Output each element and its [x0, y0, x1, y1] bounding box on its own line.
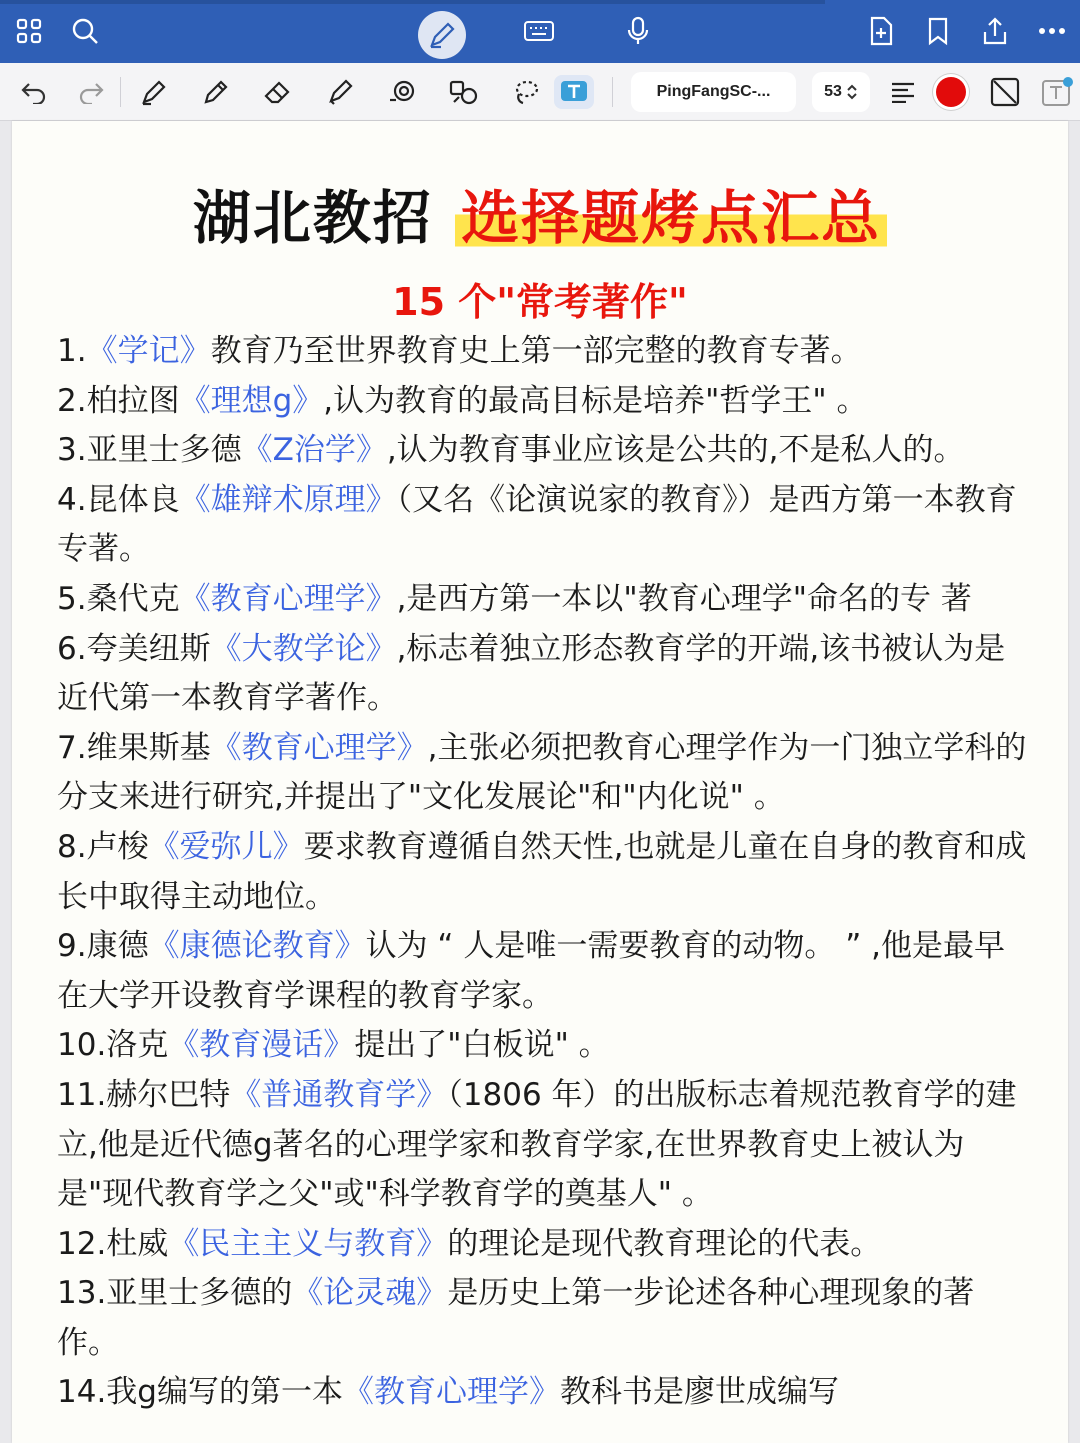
text-color-swatch[interactable]	[936, 77, 966, 107]
item-text: 教科书是廖世成编写	[559, 1374, 839, 1411]
book-title: 《爱弥儿》	[148, 828, 304, 865]
item-text: 提出了"白板说" 。	[354, 1027, 610, 1064]
text-tool-button[interactable]	[554, 75, 594, 109]
list-item	[57, 327, 1032, 377]
item-text: ,是西方第一本以"教育心理学"命名的专 著	[396, 580, 972, 617]
book-title: 《论灵魂》	[292, 1275, 448, 1312]
item-prefix: 8.卢梭	[57, 828, 149, 865]
font-size-select[interactable]	[812, 72, 870, 112]
list-item	[57, 823, 1032, 922]
list-item	[57, 1269, 1032, 1368]
book-title: 《大教学论》	[210, 630, 397, 667]
stepper-icon	[846, 83, 858, 101]
list-item	[57, 1021, 1032, 1071]
item-prefix: 4.昆体良	[57, 481, 180, 518]
item-text: ,标志着独立形态教育学的开端,该书被认为是近代第一本教育学著作。	[57, 630, 1006, 717]
undo-icon[interactable]	[17, 75, 51, 109]
title-main: 湖北教招	[192, 184, 433, 252]
list-item	[57, 575, 1032, 625]
item-prefix: 13.亚里士多德的	[57, 1275, 293, 1312]
item-prefix: 12.杜威	[57, 1225, 169, 1262]
item-text: 是历史上第一步论述各种心理现象的著作。	[57, 1275, 975, 1361]
page-subtitle: 15 个"常考著作"	[392, 280, 688, 324]
toolbar-divider	[120, 77, 121, 107]
item-prefix: 1.	[57, 333, 87, 369]
item-text: 认为 “ 人是唯一需要教育的动物。 ” ,他是最早在大学开设教育学课程的教育学家。	[57, 928, 1005, 1014]
item-text: ,主张必须把教育心理学作为一门独立学科的分支来进行研究,并提出了"文化发展论"和"内化说" 。	[57, 729, 1027, 816]
list-item	[57, 377, 1032, 427]
item-prefix: 3.亚里士多德	[57, 432, 242, 469]
page-title	[12, 171, 1068, 255]
book-title: 《教育心理学》	[179, 580, 397, 617]
pen-tool-icon[interactable]	[137, 75, 171, 109]
item-prefix: 5.桑代克	[57, 580, 180, 617]
list-item	[57, 922, 1032, 1021]
book-list	[57, 327, 1032, 1418]
item-prefix: 14.我g编写的第一本	[57, 1374, 343, 1411]
book-title: 《康德论教育》	[148, 928, 366, 965]
redo-icon[interactable]	[74, 75, 108, 109]
book-title: 《民主主义与教育》	[168, 1225, 448, 1262]
microphone-icon[interactable]	[621, 14, 655, 48]
item-text: ,认为教育事业应该是公共的,不是私人的。	[386, 432, 965, 469]
item-prefix: 9.康德	[57, 928, 149, 965]
list-item	[57, 1368, 1032, 1418]
list-item	[57, 1071, 1032, 1220]
share-icon[interactable]	[978, 14, 1012, 48]
list-item	[57, 1220, 1032, 1270]
item-text: 教育乃至世界教育史上第一部完整的教育专著。	[210, 333, 862, 369]
list-item	[57, 426, 1032, 476]
item-text: 的理论是现代教育理论的代表。	[447, 1225, 882, 1262]
align-left-icon[interactable]	[886, 75, 920, 109]
grid-icon[interactable]	[12, 14, 46, 48]
toolbar-divider	[612, 77, 613, 107]
bookmark-icon[interactable]	[921, 14, 955, 48]
add-page-icon[interactable]	[864, 14, 898, 48]
item-text: （又名《论演说家的教育》）是西方第一本教育专著。	[57, 481, 1017, 568]
book-title: 《雄辩术原理》	[179, 481, 397, 518]
item-text: ,认为教育的最高目标是培养"哲学王" 。	[323, 382, 868, 419]
item-prefix: 10.洛克	[57, 1027, 169, 1064]
item-prefix: 2.柏拉图	[57, 382, 180, 419]
text-box-border-icon[interactable]	[988, 75, 1022, 109]
eraser-tool-icon[interactable]	[261, 75, 295, 109]
top-app-bar	[0, 0, 1080, 63]
book-title: 《理想g》	[179, 382, 324, 419]
list-item	[57, 625, 1032, 724]
item-text: 要求教育遵循自然天性,也就是儿童在自身的教育和成长中取得主动地位。	[57, 828, 1027, 915]
book-title: 《教育漫话》	[168, 1027, 355, 1064]
book-title: 《普通教育学》	[230, 1076, 448, 1113]
book-title: 《教育心理学》	[342, 1374, 560, 1411]
font-family-select[interactable]: PingFangSC-...	[631, 72, 796, 112]
drawing-toolbar	[0, 63, 1080, 121]
keyboard-icon[interactable]	[522, 14, 556, 48]
lasso-tool-icon[interactable]	[509, 75, 543, 109]
search-icon[interactable]	[68, 14, 102, 48]
shape-tool-icon[interactable]	[385, 75, 419, 109]
book-title: 《教育心理学》	[210, 729, 428, 766]
text-box-fill-icon[interactable]	[1040, 75, 1074, 109]
more-icon[interactable]	[1035, 14, 1069, 48]
book-title: 《学记》	[86, 333, 211, 369]
element-tool-icon[interactable]	[447, 75, 481, 109]
list-item	[57, 724, 1032, 823]
book-title: 《Z治学》	[241, 432, 387, 469]
highlighter-tool-icon[interactable]	[323, 75, 357, 109]
item-prefix: 11.赫尔巴特	[57, 1076, 231, 1113]
font-size-value: 53	[824, 83, 842, 100]
note-page[interactable]	[12, 121, 1068, 1443]
item-prefix: 7.维果斯基	[57, 729, 211, 766]
page-progress-line	[0, 0, 825, 4]
item-text: （1806 年）的出版标志着规范教育学的建立,他是近代德g著名的心理学家和教育学家,在世界教育史上被认为是"现代教育学之父"或"科学教育学的奠基人" 。	[57, 1076, 1017, 1213]
pen-mode-button[interactable]	[418, 11, 466, 59]
list-item	[57, 476, 1032, 575]
title-highlight: 选择题烤点汇总	[455, 184, 887, 252]
item-prefix: 6.夸美纽斯	[57, 630, 211, 667]
pencil-tool-icon[interactable]	[199, 75, 233, 109]
